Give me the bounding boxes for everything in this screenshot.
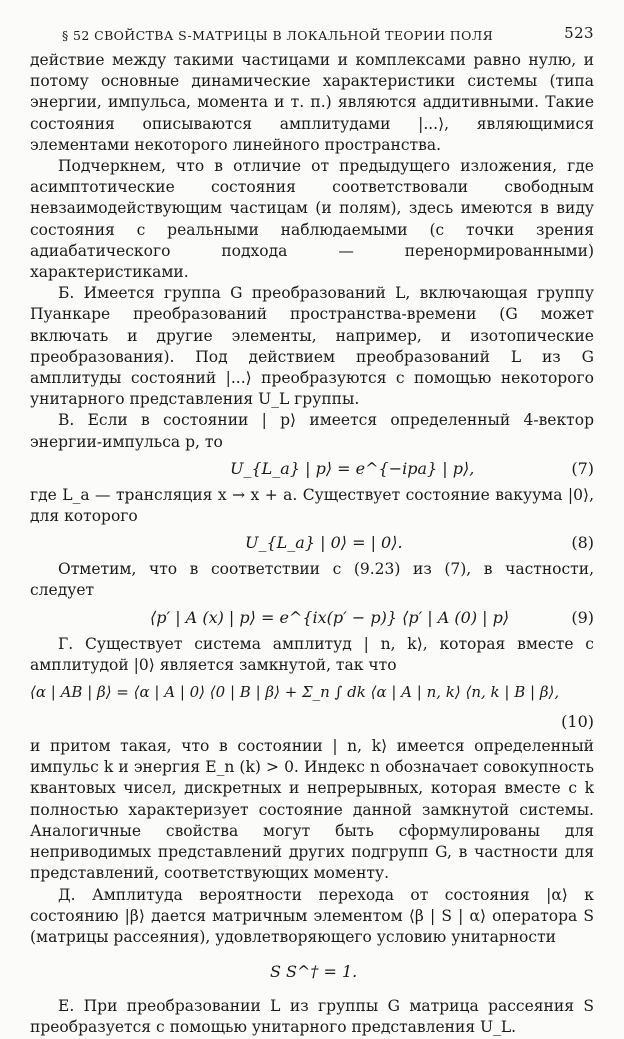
equation-7 [30,455,594,483]
page-number: 523 [564,24,594,42]
paragraph-1: действие между такими частицами и комплексами равно нулю, и потому основные динамические характеристики системы (типа энергии, импульса, момента и т. п.) являются аддитивными. Такие состояния описываются амплитудами |...⟩, являющимися элементами некоторого линейного пространства. [30,51,594,154]
equation-7-number: (7) [571,458,594,478]
equation-8 [30,529,594,557]
equation-10-formula: ⟨α | AB | β⟩ = ⟨α | A | 0⟩ ⟨0 | B | β⟩ + Σ_n ∫ dk ⟨α | A | n, k⟩ ⟨n, k | B | β⟩, [30,683,560,702]
equation-8-number: (8) [571,533,594,553]
paragraph-10: Е. При преобразовании L из группы G матрица рассеяния S преобразуется с помощью унитарного представления U_L. [30,997,594,1037]
running-header [30,24,594,50]
equation-10-number: (10) [561,712,594,732]
paragraph-2: Подчеркнем, что в отличие от предыдущего изложения, где асимптотические состояния соответствовали свободным невзаимодействующим частицам (и полям), здесь имеются в виду состояния с реальными наблюдаемыми (с точки зрения адиабатического подхода — перенормированными) характеристиками. [30,157,594,282]
equation-9 [30,604,594,632]
section-title: § 52 СВОЙСТВА S-МАТРИЦЫ В ЛОКАЛЬНОЙ ТЕОРИИ ПОЛЯ [62,28,494,43]
paragraph-4: В. Если в состоянии | p⟩ имеется определенный 4-вектор энергии-импульса p, то [30,411,594,451]
paragraph-3: Б. Имеется группа G преобразований L, включающая группу Пуанкаре преобразований пространства-времени (G может включать и другие элементы, например, и изотопические преобразования). Под действием преобразований L из G амплитуды состояний |...⟩ преобразуются с помощью некоторого унитарного представления U_L группы. [30,284,594,409]
equation-9-formula: ⟨p′ | A (x) | p⟩ = e^{ix(p′ − p)} ⟨p′ | A (0) | p⟩ [150,607,510,627]
equation-unitarity-formula: S S^† = 1. [270,962,358,982]
page [30,24,594,1039]
equation-9-number: (9) [571,607,594,627]
paragraph-5: где L_a — трансляция x → x + a. Существует состояние вакуума |0⟩, для которого [30,485,594,526]
paragraph-7: Г. Существует система амплитуд | n, k⟩, которая вместе с амплитудой |0⟩ является замкнутой, так что [30,634,594,674]
equation-unitarity [30,958,594,986]
equation-7-formula: U_{L_a} | p⟩ = e^{−ipa} | p⟩, [230,458,475,478]
equation-8-formula: U_{L_a} | 0⟩ = | 0⟩. [245,533,403,553]
equation-10 [30,678,594,734]
paragraph-6: Отметим, что в соответствии с (9.23) из (7), в частности, следует [30,560,594,600]
paragraph-8: и притом такая, что в состоянии | n, k⟩ имеется определенный импульс k и энергия E_n (k) > 0. Индекс n обозначает совокупность квантовых чисел, дискретных и непрерывных, которая вместе с k полностью характеризует состояние данной замкнутой системы. Аналогичные свойства могут быть сформулированы для неприводимых представлений других подгрупп G, в частности для представлений, соответствующих моменту. [30,737,594,883]
paragraph-9: Д. Амплитуда вероятности перехода от состояния |α⟩ к состоянию |β⟩ дается матричным элементом ⟨β | S | α⟩ оператора S (матрицы рассеяния), удовлетворяющего условию унитарности [30,885,594,946]
